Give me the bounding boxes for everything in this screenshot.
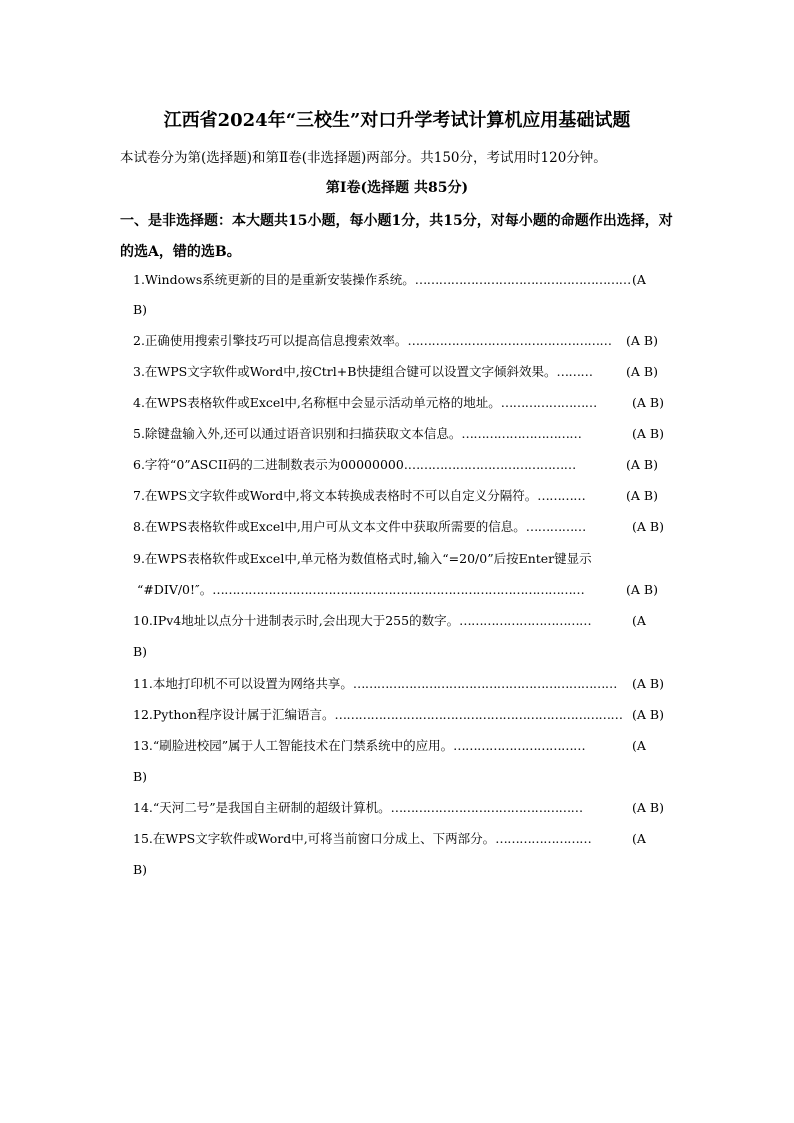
question-dots: ………………………………………… [390,800,583,815]
question-text: 7.在WPS文字软件或Word中,将文本转换成表格时不可以自定义分隔符。 [133,488,538,503]
answer-choices: (A B) [632,395,664,410]
question-text: 15.在WPS文字软件或Word中,可将当前窗口分成上、下两部分。 [133,831,496,846]
answer-choices: (A [632,738,646,753]
question-12 [133,706,660,724]
question-5 [133,425,660,443]
question-text: 2.正确使用搜索引擎技巧可以提高信息搜索效率。 [133,333,408,348]
section-instructions: 一、是非选择题：本大题共15小题，每小题1分，共15分，对每小题的命题作出选择，对的选A，错的选B。 [120,213,673,260]
question-dots: ………… [537,488,586,503]
question-text: 8.在WPS表格软件或Excel中,用户可从文本文件中获取所需要的信息。 [133,519,526,534]
question-2 [133,332,660,350]
question-text: 12.Python程序设计属于汇编语言。 [133,707,335,722]
answer-choices-continued: B) [133,769,148,784]
question-4 [133,394,660,412]
question-14 [133,799,660,817]
answer-choices: (A B) [626,488,658,503]
answer-choices: (A B) [626,333,658,348]
question-text: 3.在WPS文字软件或Word中,按Ctrl+B快捷组合键可以设置文字倾斜效果。 [133,364,557,379]
question-dots: ………………………… [461,426,582,441]
answer-choices: (A [632,831,646,846]
question-dots: …………………………………………… [407,333,612,348]
question-text: 10.IPv4地址以点分十进制表示时,会出现大于255的数字。 [133,613,460,628]
question-3 [133,363,660,381]
answer-choices: (A [632,272,646,287]
answer-choices: (A B) [632,426,664,441]
answer-choices: (A B) [626,364,658,379]
question-text: 6.字符“0”ASCII码的二进制数表示为00000000. [133,457,408,472]
question-1 [133,271,660,289]
question-9-continued [137,581,627,599]
question-dots: ………………………………………………………… [352,676,617,691]
question-6 [133,456,660,474]
question-text: 1.Windows系统更新的目的是重新安装操作系统。 [133,272,415,287]
question-dots: ……………………………………………………………… [334,707,623,722]
question-dots: ……… [556,364,593,379]
question-text: 11.本地打印机不可以设置为网络共享。 [133,676,353,691]
question-15 [133,830,660,848]
answer-choices: (A B) [632,676,664,691]
question-9 [133,550,673,568]
answer-choices: (A B) [632,707,664,722]
exam-intro: 本试卷分为第(选择题)和第Ⅱ卷(非选择题)两部分。共150分，考试用时120分钟。 [120,150,607,166]
question-dots: …………………… [500,395,597,410]
answer-choices: (A B) [632,800,664,815]
question-text: 4.在WPS表格软件或Excel中,名称框中会显示活动单元格的地址。 [133,395,501,410]
question-7 [133,487,660,505]
question-dots: ………………………………………………………………………………… [212,582,585,597]
question-10 [133,612,660,630]
question-dots: …………… [525,519,586,534]
question-dots: …………………………… [459,613,592,628]
answer-choices: (A B) [626,457,658,472]
question-dots: …………………………………… [407,457,576,472]
question-11 [133,675,660,693]
question-text: 9.在WPS表格软件或Excel中,单元格为数值格式时,输入“=20/0”后按Enter键显示 [133,551,592,566]
question-dots: …………………… [495,831,592,846]
section-title: 第Ⅰ卷(选择题 共85分) [325,180,469,196]
answer-choices-continued: B) [133,644,148,659]
answer-choices: (A B) [626,582,658,597]
answer-choices-continued: B) [133,862,148,877]
answer-choices: (A B) [632,519,664,534]
question-text: 5.除键盘输入外,还可以通过语音识别和扫描获取文本信息。 [133,426,462,441]
question-text: 13.“刷脸进校园”属于人工智能技术在门禁系统中的应用。 [133,738,454,753]
question-13 [133,737,660,755]
answer-choices: (A [632,613,646,628]
question-dots: …………………………… [453,738,586,753]
question-text: 14.“天河二号”是我国自主研制的超级计算机。 [133,800,391,815]
question-8 [133,518,660,536]
answer-choices-continued: B) [133,302,148,317]
question-text-continued: “#DIV/0!″。 [137,582,213,597]
question-dots: ……………………………………………… [414,272,631,287]
exam-title: 江西省2024年“三校生”对口升学考试计算机应用基础试题 [163,110,631,131]
